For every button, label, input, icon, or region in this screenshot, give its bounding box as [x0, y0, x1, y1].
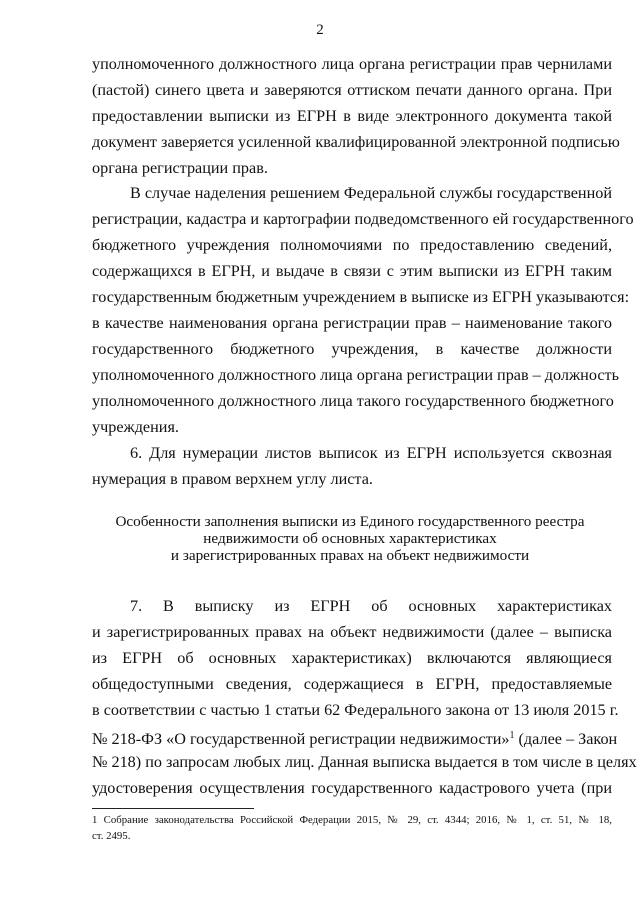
- paragraph-line: 6. Для нумерации листов выписок из ЕГРН используется сквозная: [130, 444, 612, 462]
- paragraph-line: удостоверения осуществления государственного кадастрового учета (при: [92, 779, 612, 797]
- paragraph-line: общедоступными сведения, содержащиеся в ЕГРН, предоставляемые: [92, 675, 612, 693]
- paragraph-line: [92, 726, 618, 749]
- paragraph-line: государственным бюджетным учреждением в выписке из ЕГРН указываются:: [92, 288, 630, 306]
- footnote-marker: 1: [509, 730, 515, 741]
- paragraph-line: органа регистрации прав.: [92, 159, 268, 177]
- paragraph-line: уполномоченного должностного лица органа регистрации прав чернилами: [92, 55, 612, 73]
- section-heading-line: недвижимости об основных характеристиках: [203, 530, 497, 547]
- paragraph-line: (пастой) синего цвета и заверяются оттиском печати данного органа. При: [92, 81, 612, 99]
- footnote-separator: [92, 808, 254, 809]
- paragraph-line: № 218) по запросам любых лиц. Данная выписка выдается в том числе в целях: [92, 753, 637, 771]
- paragraph-line: в соответствии с частью 1 статьи 62 Федерального закона от 13 июля 2015 г.: [92, 701, 619, 719]
- paragraph-text: (далее – Закон: [514, 730, 618, 748]
- paragraph-line: и зарегистрированных правах на объект недвижимости (далее – выписка: [92, 623, 612, 641]
- paragraph-line: учреждения.: [92, 418, 179, 436]
- paragraph-line: В случае наделения решением Федеральной службы государственной: [130, 184, 613, 202]
- section-heading-line: Особенности заполнения выписки из Единого государственного реестра: [115, 513, 585, 530]
- paragraph-line: уполномоченного должностного лица органа регистрации прав – должность: [92, 366, 619, 384]
- paragraph-line: из ЕГРН об основных характеристиках) включаются являющиеся: [92, 649, 612, 667]
- paragraph-line: содержащихся в ЕГРН, и выдаче в связи с этим выписки из ЕГРН таким: [92, 262, 612, 280]
- paragraph-line: предоставлении выписки из ЕГРН в виде электронного документа такой: [92, 107, 612, 125]
- paragraph-line: государственного бюджетного учреждения, в качестве должности: [92, 340, 612, 358]
- paragraph-line: 7. В выписку из ЕГРН об основных характеристиках: [130, 597, 612, 615]
- paragraph-line: нумерация в правом верхнем углу листа.: [92, 470, 373, 488]
- section-heading-line: и зарегистрированных правах на объект недвижимости: [170, 547, 530, 564]
- paragraph-line: бюджетного учреждения полномочиями по предоставлению сведений,: [92, 236, 612, 254]
- paragraph-line: уполномоченного должностного лица такого государственного бюджетного: [92, 392, 614, 410]
- paragraph-line: документ заверяется усиленной квалифицированной электронной подписью: [92, 133, 620, 151]
- page-number: 2: [316, 22, 324, 38]
- paragraph-line: регистрации, кадастра и картографии подведомственного ей государственного: [92, 210, 634, 228]
- paragraph-text: № 218-ФЗ «О государственной регистрации недвижимости»: [92, 730, 510, 748]
- footnote-line: 1 Собрание законодательства Российской Федерации 2015, № 29, ст. 4344; 2016, № 1, ст. 51, № 18,: [92, 814, 612, 826]
- footnote-line: ст. 2495.: [92, 830, 131, 842]
- paragraph-line: в качестве наименования органа регистрации прав – наименование такого: [92, 314, 612, 332]
